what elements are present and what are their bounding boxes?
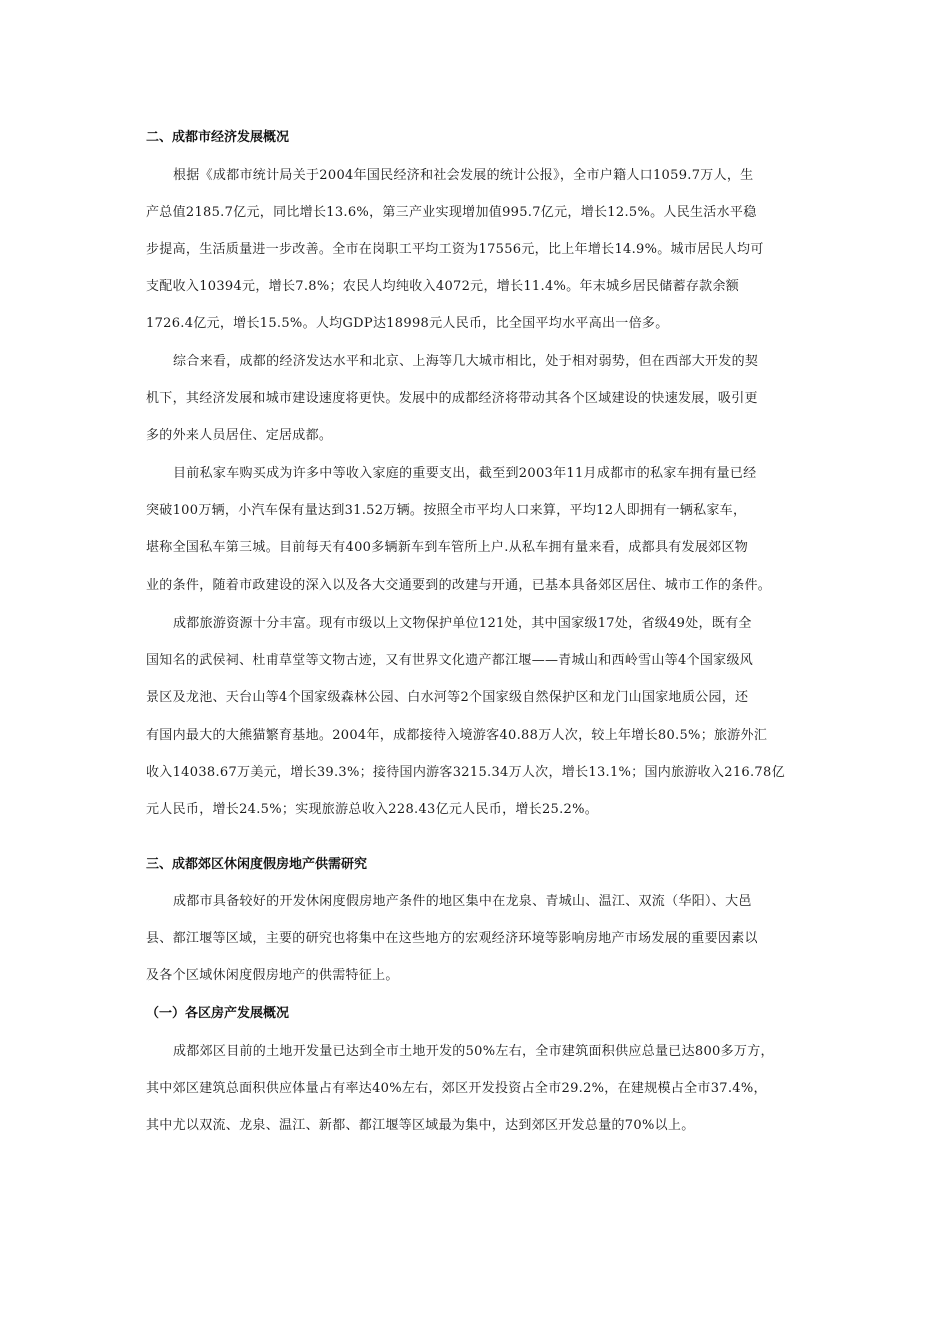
paragraph-line: 有国内最大的大熊猫繁育基地。2004年，成都接待入境游客40.88万人次，较上年增长80.5%；旅游外汇: [146, 728, 768, 743]
paragraph-line: 1726.4亿元，增长15.5%。人均GDP达18998元人民币，比全国平均水平高出一倍多。: [146, 316, 669, 331]
paragraph-line: 根据《成都市统计局关于2004年国民经济和社会发展的统计公报》，全市户籍人口1059.7万人，生: [173, 168, 754, 183]
paragraph-line: 成都郊区目前的土地开发量已达到全市土地开发的50%左右，全市建筑面积供应总量已达800多万方，: [173, 1044, 774, 1059]
paragraph-line: 堪称全国私车第三城。目前每天有400多辆新车到车管所上户.从私车拥有量来看，成都具有发展郊区物: [146, 540, 749, 555]
paragraph-line: 突破100万辆，小汽车保有量达到31.52万辆。按照全市平均人口来算，平均12人即拥有一辆私家车，: [146, 503, 747, 518]
paragraph-line: 多的外来人员居住、定居成都。: [146, 428, 333, 443]
paragraph-line: 其中尤以双流、龙泉、温江、新都、都江堰等区域最为集中，达到郊区开发总量的70%以上。: [146, 1118, 695, 1133]
paragraph-line: 目前私家车购买成为许多中等收入家庭的重要支出，截至到2003年11月成都市的私家车拥有量已经: [173, 466, 757, 481]
section-heading: 二、成都市经济发展概况: [146, 130, 290, 145]
paragraph-line: 业的条件，随着市政建设的深入以及各大交通要到的改建与开通，已基本具备郊区居住、城市工作的条件。: [146, 578, 772, 593]
paragraph-line: 机下，其经济发展和城市建设速度将更快。发展中的成都经济将带动其各个区域建设的快速发展，吸引更: [146, 391, 758, 406]
paragraph-line: 国知名的武侯祠、杜甫草堂等文物古迹，又有世界文化遗产都江堰——青城山和西岭雪山等4个国家级风: [146, 653, 754, 668]
paragraph-line: 其中郊区建筑总面积供应体量占有率达40%左右，郊区开发投资占全市29.2%，在建规模占全市37.4%，: [146, 1081, 767, 1096]
paragraph-line: 成都市具备较好的开发休闲度假房地产条件的地区集中在龙泉、青城山、温江、双流（华阳）、大邑: [173, 894, 752, 909]
paragraph-line: 及各个区域休闲度假房地产的供需特征上。: [146, 968, 399, 983]
section-heading: 三、成都郊区休闲度假房地产供需研究: [146, 857, 368, 872]
paragraph-line: 元人民币，增长24.5%；实现旅游总收入228.43亿元人民币，增长25.2%。: [146, 802, 599, 817]
paragraph-line: 产总值2185.7亿元，同比增长13.6%，第三产业实现增加值995.7亿元，增长12.5%。人民生活水平稳: [146, 205, 757, 220]
paragraph-line: 综合来看，成都的经济发达水平和北京、上海等几大城市相比，处于相对弱势，但在西部大开发的契: [173, 354, 759, 369]
paragraph-line: 景区及龙池、天台山等4个国家级森林公园、白水河等2个国家级自然保护区和龙门山国家地质公园，还: [146, 690, 749, 705]
paragraph-line: 县、都江堰等区域，主要的研究也将集中在这些地方的宏观经济环境等影响房地产市场发展的重要因素以: [146, 931, 758, 946]
paragraph-line: 收入14038.67万美元，增长39.3%；接待国内游客3215.34万人次，增长13.1%；国内旅游收入216.78亿: [146, 765, 785, 780]
subsection-heading: （一）各区房产发展概况: [146, 1006, 290, 1021]
paragraph-line: 成都旅游资源十分丰富。现有市级以上文物保护单位121处，其中国家级17处，省级49处，既有全: [173, 616, 752, 631]
paragraph-line: 支配收入10394元，增长7.8%；农民人均纯收入4072元，增长11.4%。年末城乡居民储蓄存款余额: [146, 279, 740, 294]
paragraph-line: 步提高，生活质量进一步改善。全市在岗职工平均工资为17556元，比上年增长14.9%。城市居民人均可: [146, 242, 764, 257]
